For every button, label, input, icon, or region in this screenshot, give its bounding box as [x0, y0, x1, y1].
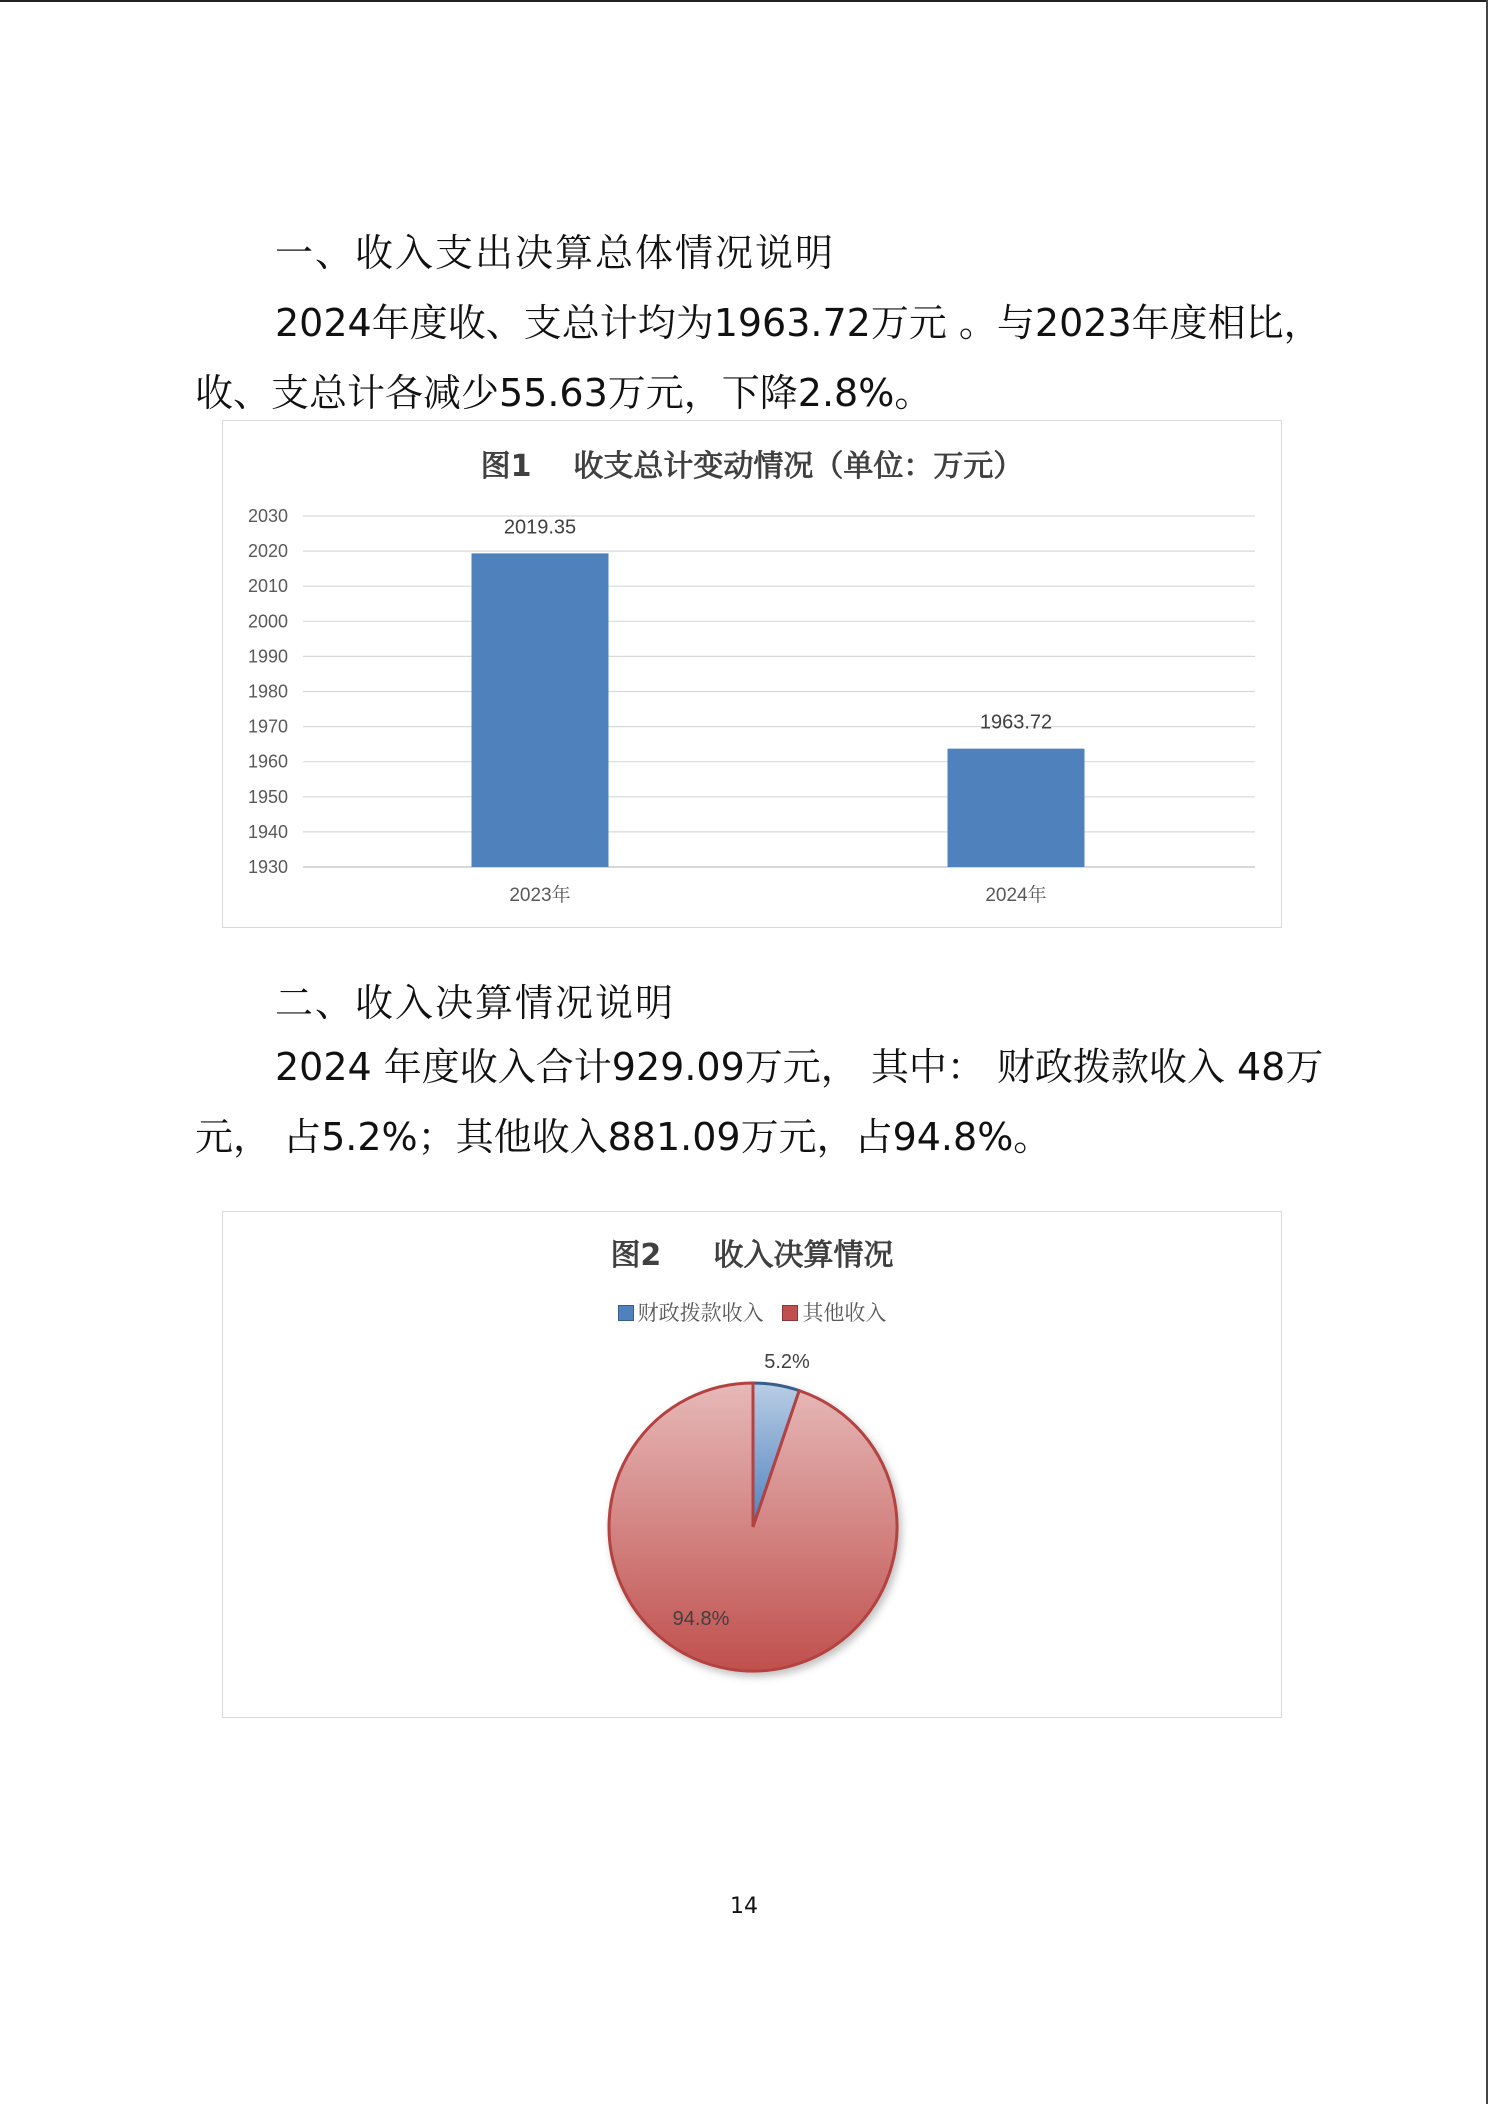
bar-chart-title: 图1 收支总计变动情况（单位：万元）: [480, 449, 1024, 484]
pie-slice: [609, 1383, 897, 1671]
y-tick-label: 1940: [247, 821, 288, 842]
legend-label: 财政拨款收入: [637, 1301, 764, 1325]
y-tick-label: 2000: [247, 611, 288, 632]
section1-heading: 一、收入支出决算总体情况说明: [275, 231, 836, 275]
pie-chart-panel: [222, 1211, 1282, 1718]
pie-slices: [609, 1383, 897, 1671]
data-label: 1963.72: [979, 711, 1053, 734]
page-top-border: [0, 0, 1488, 2]
y-tick-label: 1980: [247, 681, 288, 702]
pie-chart: [223, 1212, 1280, 1716]
data-label: 2019.35: [503, 516, 577, 539]
y-tick-label: 1960: [247, 751, 288, 772]
bar-chart-panel: [222, 420, 1282, 928]
y-tick-label: 2010: [247, 576, 288, 597]
x-tick-label: 2023年: [509, 885, 571, 906]
x-tick-label: 2024年: [985, 885, 1047, 906]
section1-para-line: 2024年度收、支总计均为1963.72万元 。与2023年度相比，: [275, 301, 1322, 345]
legend-label: 其他收入: [802, 1301, 887, 1325]
y-tick-label: 2030: [247, 506, 288, 526]
y-tick-label: 1930: [247, 857, 288, 877]
pie-chart-title: 图2 收入决算情况: [610, 1238, 894, 1273]
y-tick-label: 2020: [247, 541, 288, 562]
section2-paragraph: [195, 1032, 1324, 1172]
section2-para-line: 2024 年度收入合计929.09万元， 其中： 财政拨款收入 48万: [275, 1045, 1324, 1089]
page-number: 14: [730, 1894, 758, 1919]
bar: [948, 749, 1085, 867]
y-tick-label: 1990: [247, 646, 288, 667]
bar: [472, 553, 609, 867]
y-tick-label: 1950: [247, 786, 288, 807]
y-tick-label: 1970: [247, 716, 288, 737]
section1-paragraph: [195, 288, 1322, 428]
pie-data-label: 94.8%: [672, 1608, 730, 1630]
section1-para-line: 收、支总计各减少55.63万元，下降2.8%。: [195, 371, 933, 415]
pie-data-label: 5.2%: [764, 1351, 810, 1373]
section2-para-line: 元， 占5.2%；其他收入881.09万元，占94.8%。: [195, 1115, 1052, 1159]
section2-heading: 二、收入决算情况说明: [275, 981, 676, 1025]
bar-chart: [223, 421, 1280, 926]
